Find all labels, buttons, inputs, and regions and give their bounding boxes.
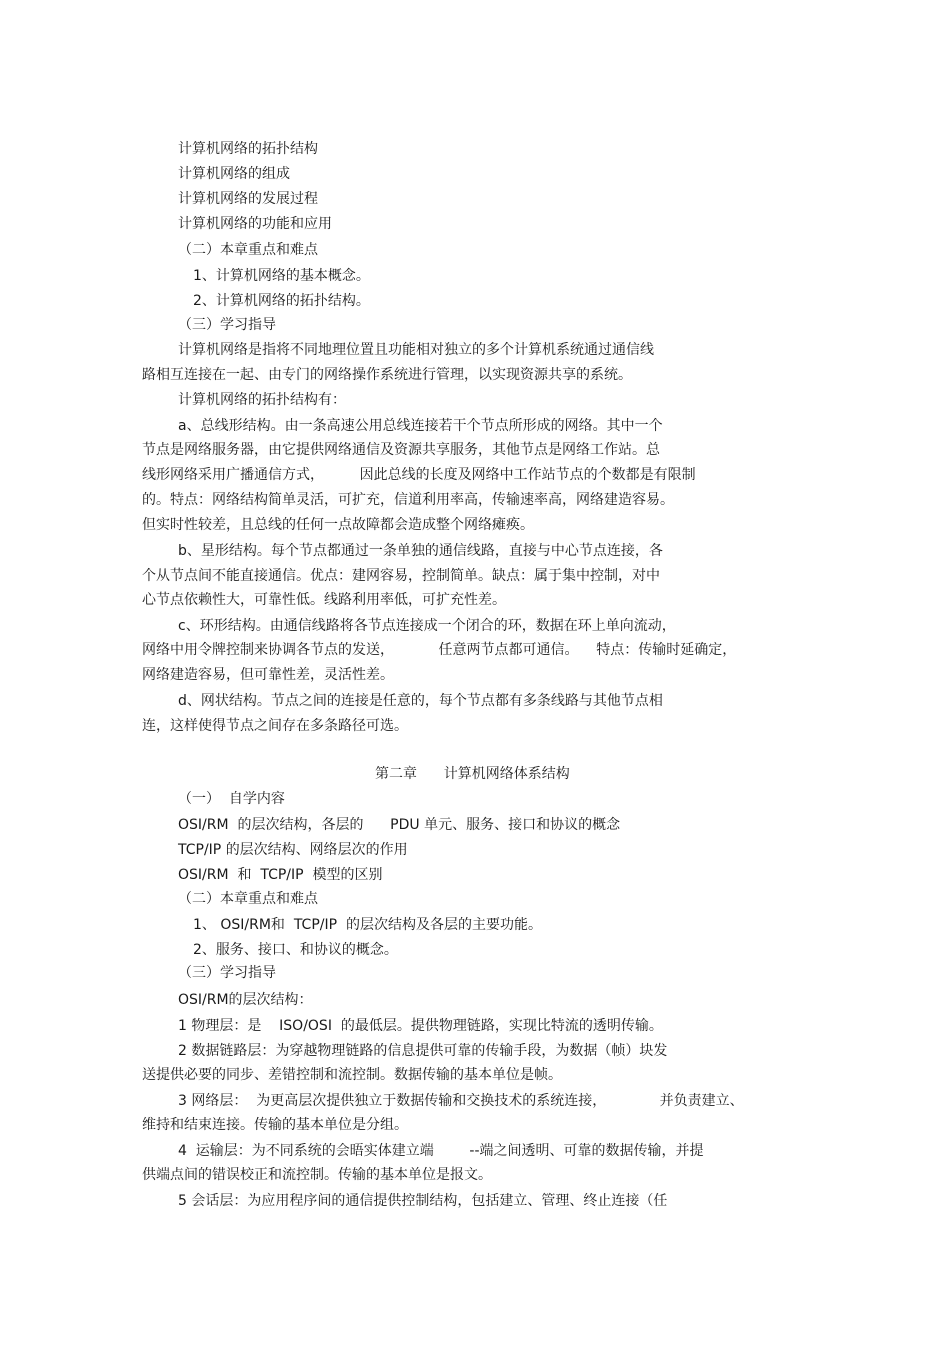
bus-paragraph-line: 线形网络采用广播通信方式， 因此总线的长度及网络中工作站节点的个数都是有限制 bbox=[142, 467, 696, 483]
key-point-line: 1、 OSI/RM和 TCP/IP 的层次结构及各层的主要功能。 bbox=[193, 917, 542, 933]
self-study-line: OSI/RM 的层次结构，各层的 PDU 单元、服务、接口和协议的概念 bbox=[178, 817, 621, 833]
self-study-heading: （一） 自学内容 bbox=[178, 791, 285, 807]
bus-paragraph-line: 节点是网络服务器，由它提供网络通信及资源共享服务，其他节点是网络工作站。总 bbox=[142, 442, 660, 458]
star-paragraph-line: 个从节点间不能直接通信。优点：建网容易，控制简单。缺点：属于集中控制，对中 bbox=[142, 568, 660, 584]
datalink-layer-line: 送提供必要的同步、差错控制和流控制。数据传输的基本单位是帧。 bbox=[142, 1067, 562, 1083]
chapter-title: 第二章 计算机网络体系结构 bbox=[375, 766, 570, 782]
network-layer-line: 维持和结束连接。传输的基本单位是分组。 bbox=[142, 1117, 408, 1133]
key-point-line: 2、服务、接口、和协议的概念。 bbox=[193, 942, 398, 958]
transport-layer-line: 供端点间的错误校正和流控制。传输的基本单位是报文。 bbox=[142, 1167, 492, 1183]
topic-line: 计算机网络的拓扑结构 bbox=[178, 141, 318, 157]
topic-line: 计算机网络的功能和应用 bbox=[178, 216, 332, 232]
ring-paragraph-line: 网络中用令牌控制来协调各节点的发送， 任意两节点都可通信。 特点：传输时延确定， bbox=[142, 642, 737, 658]
ring-paragraph-line: 网络建造容易，但可靠性差，灵活性差。 bbox=[142, 667, 394, 683]
transport-layer-line: 4 运输层：为不同系统的会晤实体建立端 --端之间透明、可靠的数据传输，并提 bbox=[178, 1143, 704, 1159]
osi-intro: OSI/RM的层次结构： bbox=[178, 992, 313, 1008]
self-study-line: TCP/IP 的层次结构、网络层次的作用 bbox=[178, 842, 408, 858]
topology-intro: 计算机网络的拓扑结构有： bbox=[178, 392, 346, 408]
key-point-line: 2、计算机网络的拓扑结构。 bbox=[193, 293, 370, 309]
mesh-paragraph-line: d、网状结构。节点之间的连接是任意的，每个节点都有多条线路与其他节点相 bbox=[178, 693, 663, 709]
session-layer-line: 5 会话层：为应用程序间的通信提供控制结构，包括建立、管理、终止连接（任 bbox=[178, 1193, 668, 1209]
guide-heading: （三）学习指导 bbox=[178, 317, 276, 333]
mesh-paragraph-line: 连，这样使得节点之间存在多条路径可选。 bbox=[142, 718, 408, 734]
guide-heading: （三）学习指导 bbox=[178, 965, 276, 981]
topic-line: 计算机网络的发展过程 bbox=[178, 191, 318, 207]
topic-line: 计算机网络的组成 bbox=[178, 166, 290, 182]
datalink-layer-line: 2 数据链路层：为穿越物理链路的信息提供可靠的传输手段，为数据（帧）块发 bbox=[178, 1043, 668, 1059]
self-study-line: OSI/RM 和 TCP/IP 模型的区别 bbox=[178, 867, 383, 883]
bus-paragraph-line: 但实时性较差，且总线的任何一点故障都会造成整个网络瘫痪。 bbox=[142, 517, 534, 533]
bus-paragraph-line: 的。特点：网络结构简单灵活，可扩充，信道利用率高，传输速率高，网络建造容易。 bbox=[142, 492, 674, 508]
key-points-heading: （二）本章重点和难点 bbox=[178, 242, 318, 258]
network-layer-line: 3 网络层： 为更高层次提供独立于数据传输和交换技术的系统连接， 并负责建立、 bbox=[178, 1093, 744, 1109]
key-point-line: 1、计算机网络的基本概念。 bbox=[193, 268, 370, 284]
bus-paragraph-line: a、总线形结构。由一条高速公用总线连接若干个节点所形成的网络。其中一个 bbox=[178, 418, 663, 434]
definition-line: 计算机网络是指将不同地理位置且功能相对独立的多个计算机系统通过通信线 bbox=[178, 342, 654, 358]
physical-layer-line: 1 物理层：是 ISO/OSI 的最低层。提供物理链路，实现比特流的透明传输。 bbox=[178, 1018, 663, 1034]
ring-paragraph-line: c、环形结构。由通信线路将各节点连接成一个闭合的环，数据在环上单向流动， bbox=[178, 618, 676, 634]
star-paragraph-line: b、星形结构。每个节点都通过一条单独的通信线路，直接与中心节点连接，各 bbox=[178, 543, 663, 559]
key-points-heading: （二）本章重点和难点 bbox=[178, 891, 318, 907]
star-paragraph-line: 心节点依赖性大，可靠性低。线路利用率低，可扩充性差。 bbox=[142, 592, 506, 608]
definition-line: 路相互连接在一起、由专门的网络操作系统进行管理，以实现资源共享的系统。 bbox=[142, 367, 632, 383]
